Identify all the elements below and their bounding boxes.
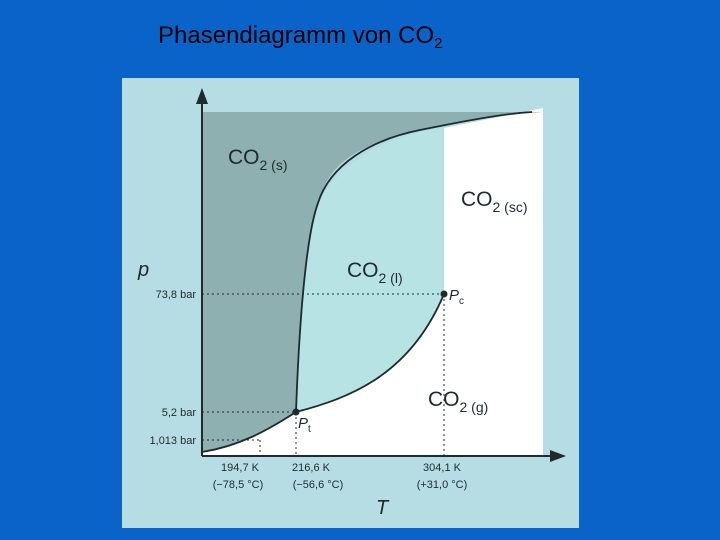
temperature-tick-triple: 216,6 K xyxy=(292,462,330,474)
temperature-tick-critical-celsius: (+31,0 °C) xyxy=(416,479,468,491)
temperature-tick-critical: 304,1 K xyxy=(423,462,461,474)
critical-point-label: $P_c$ xyxy=(449,287,465,307)
x-axis-label: T xyxy=(376,497,389,519)
temperature-tick-sublimation-celsius: (−78,5 °C) xyxy=(212,479,264,491)
pressure-tick-triple: 5,2 bar xyxy=(161,407,196,419)
triple-point-label: $P_t$ xyxy=(298,415,311,435)
supercritical-region-label: $CO_{2 (sc)}$ xyxy=(461,188,528,215)
gas-region-label: $CO_{2 (g)}$ xyxy=(428,388,489,415)
temperature-tick-sublimation: 194,7 K xyxy=(221,462,259,474)
pressure-tick-critical: 73,8 bar xyxy=(155,289,196,301)
critical-point-marker xyxy=(441,291,448,298)
solid-region-label: $CO_{2 (s)}$ xyxy=(228,146,288,173)
pressure-tick-atmospheric: 1,013 bar xyxy=(149,435,196,447)
temperature-tick-triple-celsius: (−56,6 °C) xyxy=(292,479,344,491)
y-axis-label: p xyxy=(138,259,150,281)
liquid-region-label: $CO_{2 (l)}$ xyxy=(347,259,403,286)
x-axis-arrow xyxy=(550,450,566,462)
title-text: Phasendiagramm von CO xyxy=(158,22,435,49)
title-subscript: 2 xyxy=(434,35,443,52)
y-axis-arrow xyxy=(196,88,208,104)
